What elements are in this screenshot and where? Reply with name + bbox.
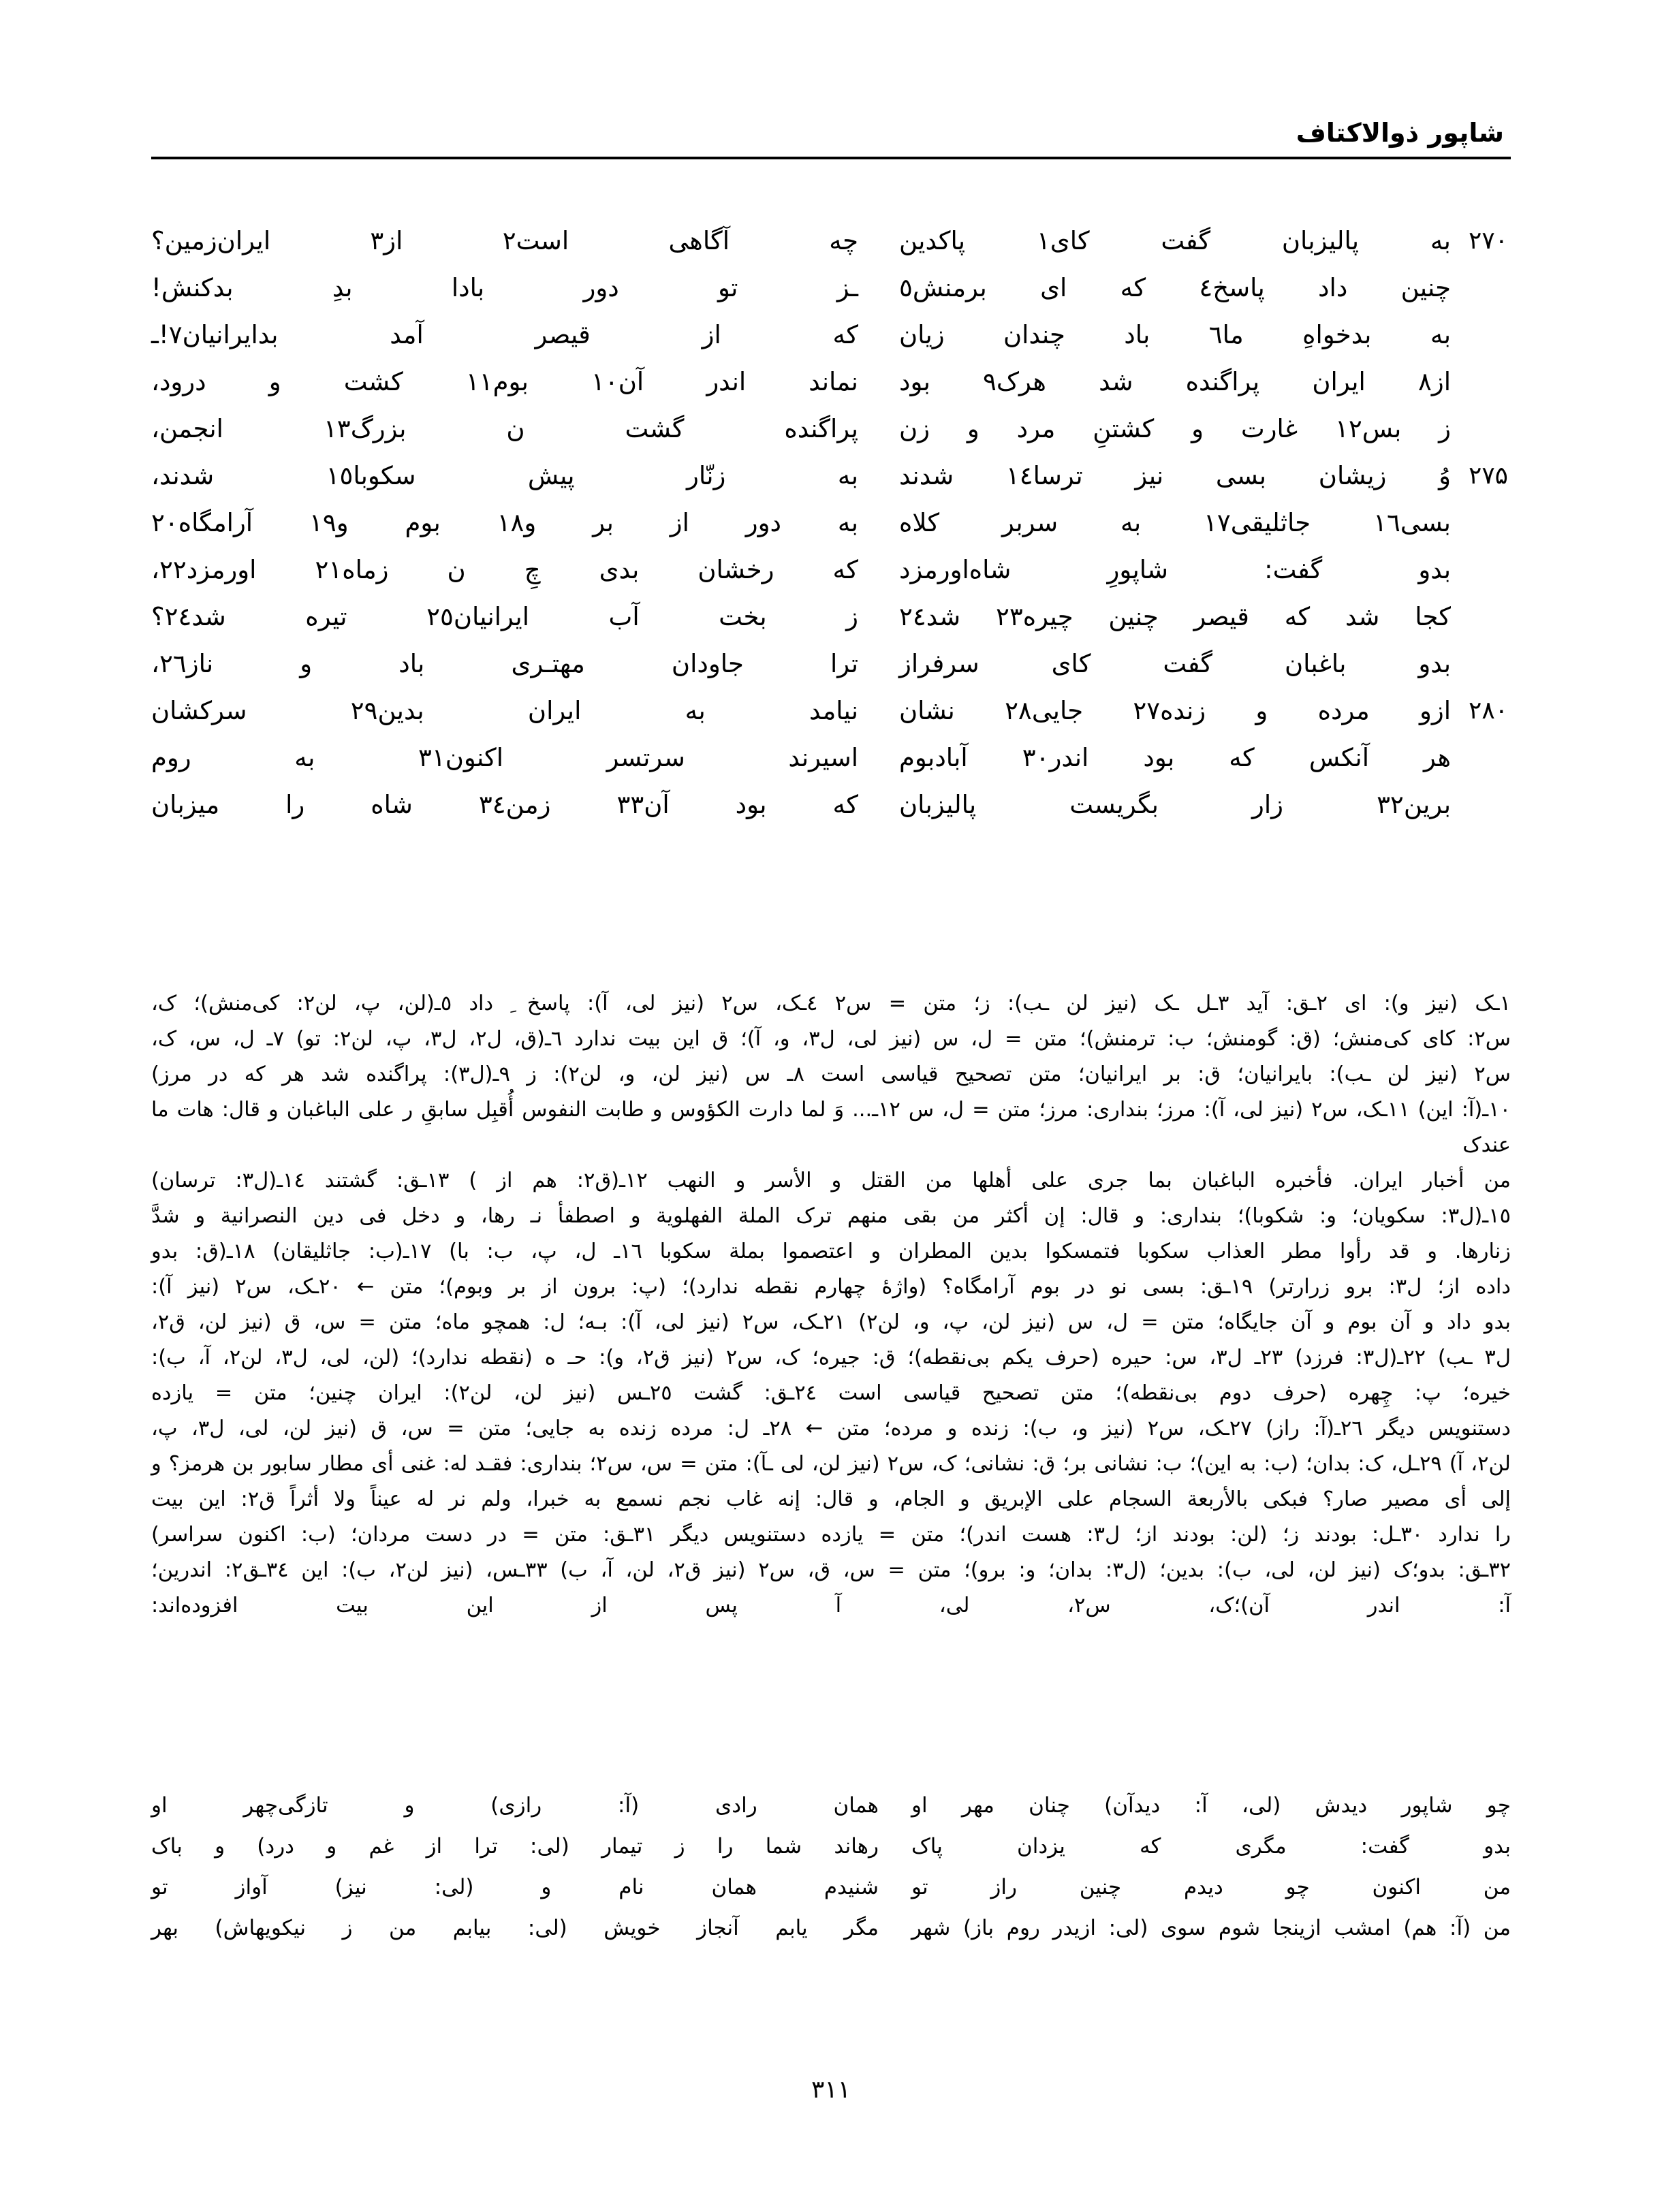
apparatus-line: ل٣ ـب) ٢٢ـ(ل٣: فرزد) ٢٣ـ ل٣، س: حیره (حرف یکم بی‌نقطه)؛ ق: جیره؛ ک، س٢ (نیز ق٢، و): حـ ه (نقطه ندارد)؛ (لن، لی، ل٣، لن٢، آ، ب): xyxy=(151,1346,1511,1370)
appended-hemistich-left: مگر یابم آنجاز خویش (لی: بیابم من ز نیکویهاش) بهر xyxy=(151,1916,879,1940)
hemistich-left: که بود آن٣٣ زمن٣٤ شاه را میزبان xyxy=(151,790,858,819)
hemistich-left: به دور از بر و١٨ بوم و١٩ آرامگاه٢٠ xyxy=(151,508,858,537)
running-head-title: شاپور ذوالاکتاف xyxy=(1296,118,1504,148)
hemistich-left: اسیرند سرتسر اکنون٣١ به روم xyxy=(151,743,858,772)
hemistich-right: بدو گفت: شاپورِ شاه‌اورمزد xyxy=(899,555,1451,584)
apparatus-line: ٣٢ـق: بدو؛ک (نیز لن، لی، ب): بدین؛ (ل٣: بدان؛ و: برو)؛ متن = س، ق، س٢ (نیز ق٢، لن، آ، ب) ٣٣ـس، (نیز لن٢، ب): این ٣٤ـق٢: اندرین؛ xyxy=(151,1558,1511,1582)
hemistich-right: برین٣٢ زار بگریست پالیزبان xyxy=(899,790,1451,819)
appended-hemistich-left: شنیدم همان نام و (لی: نیز) آواز تو xyxy=(151,1875,879,1899)
hemistich-left: ترا جاودان مهتـری باد و ناز٢٦، xyxy=(151,649,858,678)
verse-number: ۲۷۰ xyxy=(1468,227,1508,255)
appended-verse-row xyxy=(151,1790,1511,1821)
apparatus-line: ١٥ـ(ل٣: سکویان؛ و: شکوبا)؛ بنداری: و قال: إن أکثر من بقی منهم ترک الملة الفهلویة و اصطفأ نـ رها، و دخل فی دین النصرانیة و شدَّ xyxy=(151,1204,1511,1228)
verse-row xyxy=(151,272,1511,304)
apparatus-line: خیره؛ پ: چِهره (حرف دوم بی‌نقطه)؛ متن تصحیح قیاسی است ٢٤ـق: گشت ٢٥ـس (نیز لن، لن٢): ایران چنین؛ متن = یازده xyxy=(151,1381,1511,1405)
verse-row xyxy=(151,601,1511,633)
apparatus-line: دستنویس دیگر ٢٦ـ(آ: راز) ٢٧ـک، س٢ (نیز و، ب): زنده و مرده؛ متن ← ٢٨ـ ل: مرده زنده به جایی؛ متن = س، ق (نیز لن، لی، ل٣، پ، xyxy=(151,1417,1511,1440)
apparatus-line: را ندارد ٣٠ـل: بودند ز؛ (لن: بودند از؛ ل٣: هست اندر)؛ متن = یازده دستنویس دیگر ٣١ـق: متن = در دست مردان؛ (ب: اکنون سراسر) xyxy=(151,1523,1511,1547)
appended-hemistich-left: همان رادی (آ: رازی) و تازگی‌چهر او xyxy=(151,1793,879,1818)
apparatus-line: ١٠ـ(آ: این) ١١ـک، س٢ (نیز لی، آ): مرز؛ بنداری: مرز؛ متن = ل، س ١٢ـ... وَ لما دارت الکؤوس و طابت النفوس أُقبِل سابقِ ر علی الباغبان و قال: هات ما عندک xyxy=(151,1098,1511,1157)
apparatus-line: بدو داد و آن بوم و آن جایگاه؛ متن = ل، س (نیز لن، پ، و، لن٢) ٢١ـک، س٢ (نیز لی، آ): بـه؛ ل: همچو ماه؛ متن = س، ق (نیز لن، ق٢، xyxy=(151,1310,1511,1334)
verse-block xyxy=(151,225,1511,836)
verse-number: ۲۷۵ xyxy=(1468,462,1508,490)
verse-row xyxy=(151,319,1511,351)
critical-apparatus xyxy=(151,986,1511,1624)
apparatus-line: س٢: کای کی‌منش؛ (ق: گومنش؛ ب: ترمنش)؛ متن = ل، س (نیز لی، ل٣، و، آ)؛ ق این بیت ندارد ٦ـ(ق، ل٢، ل٣، پ، لن٢: تو) ٧ـ ل، س، ک، xyxy=(151,1027,1511,1051)
hemistich-left: پراگنده گشت ن بزرگ١٣ انجمن، xyxy=(151,414,858,443)
hemistich-right: چنین داد پاسخ٤ که ای برمنش٥ xyxy=(899,273,1451,302)
hemistich-right: وُ زیشان بسی نیز ترسا١٤ شدند xyxy=(899,461,1452,490)
apparatus-line: لن٢، آ) ٢٩ـل، ک: بدان؛ (ب: به این)؛ ب: نشانی بر؛ ق: نشانی؛ ک، س٢ (نیز لن، لی ـآ): متن = س، س٢؛ بنداری: فقـد له: غنی أی مطار سابور بن هرمز؟ و xyxy=(151,1452,1511,1476)
appended-hemistich-right: بدو گفت: مگری که یزدان پاک xyxy=(911,1834,1511,1859)
hemistich-left: نیامد به ایران بدین٢٩ سرکشان xyxy=(151,696,858,725)
verse-number: ۲۸۰ xyxy=(1468,697,1508,725)
hemistich-left: ز بخت آب ایرانیان٢٥ تیره شد٢٤؟ xyxy=(151,602,858,631)
verse-row xyxy=(151,742,1511,774)
verse-row xyxy=(151,507,1511,539)
apparatus-line: زنارها. و قد رأوا مطر العذاب سکوبا فتمسکوا بدین المطران و اعتصموا بملة سکوبا ١٦ـ ل، پ، ب: با) ١٧ـ(ب: جاثلیقان) ١٨ـ(ق: بدو xyxy=(151,1239,1511,1263)
appended-hemistich-right: من (آ: هم) امشب ازینجا شوم سوی (لی: ازیدر روم باز) شهر xyxy=(911,1916,1511,1940)
apparatus-line: س٢ (نیز لن ـب): بایرانیان؛ ق: بر ایرانیان؛ متن تصحیح قیاسی است ٨ـ س (نیز لن، و، لن٢): ز ٩ـ(ل٣): پراگنده شد هر که در مرز) xyxy=(151,1062,1511,1086)
apparatus-line: آ: اندر آن)؛ک، س٢، لی، آ پس از این بیت افزوده‌اند: xyxy=(151,1594,1511,1617)
apparatus-line: ١ـک (نیز و): ای ٢ـق: آید ٣ـل ـک (نیز لن ـب): ز؛ متن = س٢ ٤ـک، س٢ (نیز لی، آ): پاسخ ِ داد ٥ـ(لن، پ، لن٢: کی‌منش)؛ ک، xyxy=(151,992,1511,1015)
hemistich-right: ز بس١٢ غارت و کشتنِ مرد و زن xyxy=(899,414,1451,443)
hemistich-left: چه آگاهی است٢ از٣ ایران‌زمین؟ xyxy=(151,226,858,255)
page-number: ۳۱۱ xyxy=(811,2076,851,2104)
verse-row xyxy=(151,554,1511,586)
hemistich-left: که از قیصر آمد بدایرانیان٧!ـ xyxy=(151,320,858,349)
hemistich-left: که رخشان بدی چِ ن زماه٢١ اورمزد٢٢، xyxy=(151,555,858,584)
appended-verse-block xyxy=(151,1790,1511,1953)
hemistich-right: هر آنکس که بود اندر٣٠ آبادبوم xyxy=(899,743,1451,772)
hemistich-right: به بدخواهِ ما٦ باد چندان زیان xyxy=(899,320,1452,349)
verse-row xyxy=(151,648,1511,680)
hemistich-left: به زنّار پیش سکوبا١٥ شدند، xyxy=(151,461,858,490)
hemistich-right: کجا شد که قیصر چنین چیره٢٣ شد٢٤ xyxy=(899,602,1451,631)
verse-row xyxy=(151,366,1511,398)
hemistich-right: از٨ ایران پراگنده شد هرک٩ بود xyxy=(899,367,1451,396)
apparatus-line: داده از؛ ل٣: برو زرارتر) ١٩ـق: بسی نو در بوم آرامگاه؟ (واژهٔ چهارم نقطه ندارد)؛ (پ: برون از بر وبوم)؛ متن ← ٢٠ـک، س٢ (نیز آ): xyxy=(151,1275,1511,1299)
verse-row xyxy=(151,413,1511,445)
verse-row xyxy=(151,225,1511,257)
apparatus-line: إلی أی مصیر صار؟ فبکی بالأربعة السجام علی الإبریق و الجام، و قال: إنه غاب نجم نسمع به خبرا، ولم نر له عیناً ولا أثراً ق٢: این بیت xyxy=(151,1487,1511,1511)
verse-row xyxy=(151,460,1511,492)
appended-verse-row xyxy=(151,1871,1511,1903)
hemistich-left: نماند اندر آن١٠ بوم١١ کشت و درود، xyxy=(151,367,858,396)
verse-row xyxy=(151,695,1511,727)
header-divider-rule xyxy=(151,157,1511,159)
hemistich-right: به پالیزبان گفت کای١ پاکدین xyxy=(899,226,1451,255)
running-head-area xyxy=(151,120,1511,159)
hemistich-right: ازو مرده و زنده٢٧ جایی٢٨ نشان xyxy=(899,696,1452,725)
hemistich-right: بدو باغبان گفت کای سرفراز xyxy=(899,649,1451,678)
verse-row xyxy=(151,789,1511,821)
appended-verse-row xyxy=(151,1831,1511,1862)
hemistich-right: بسی١٦ جاثلیقی١٧ به سربر کلاه xyxy=(899,508,1451,537)
appended-verse-row xyxy=(151,1912,1511,1944)
apparatus-line: من أخبار ایران. فأخبره الباغبان بما جری علی أهلها من القتل و الأسر و النهب ١٢ـ(ق٢: هم از ) ١٣ـق: گشتند ١٤ـ(ل٣: ترسان) xyxy=(151,1169,1511,1192)
appended-hemistich-right: چو شاپور دیدش (لی، آ: دیدآن) چنان مهر او xyxy=(911,1793,1511,1818)
hemistich-left: ـز تو دور بادا بدِ بدکنش! xyxy=(151,273,858,302)
appended-hemistich-left: رهاند شما را ز تیمار (لی: ترا از غم و درد) و باک xyxy=(151,1834,879,1859)
appended-hemistich-right: من اکنون چو دیدم چنین راز تو xyxy=(911,1875,1511,1899)
